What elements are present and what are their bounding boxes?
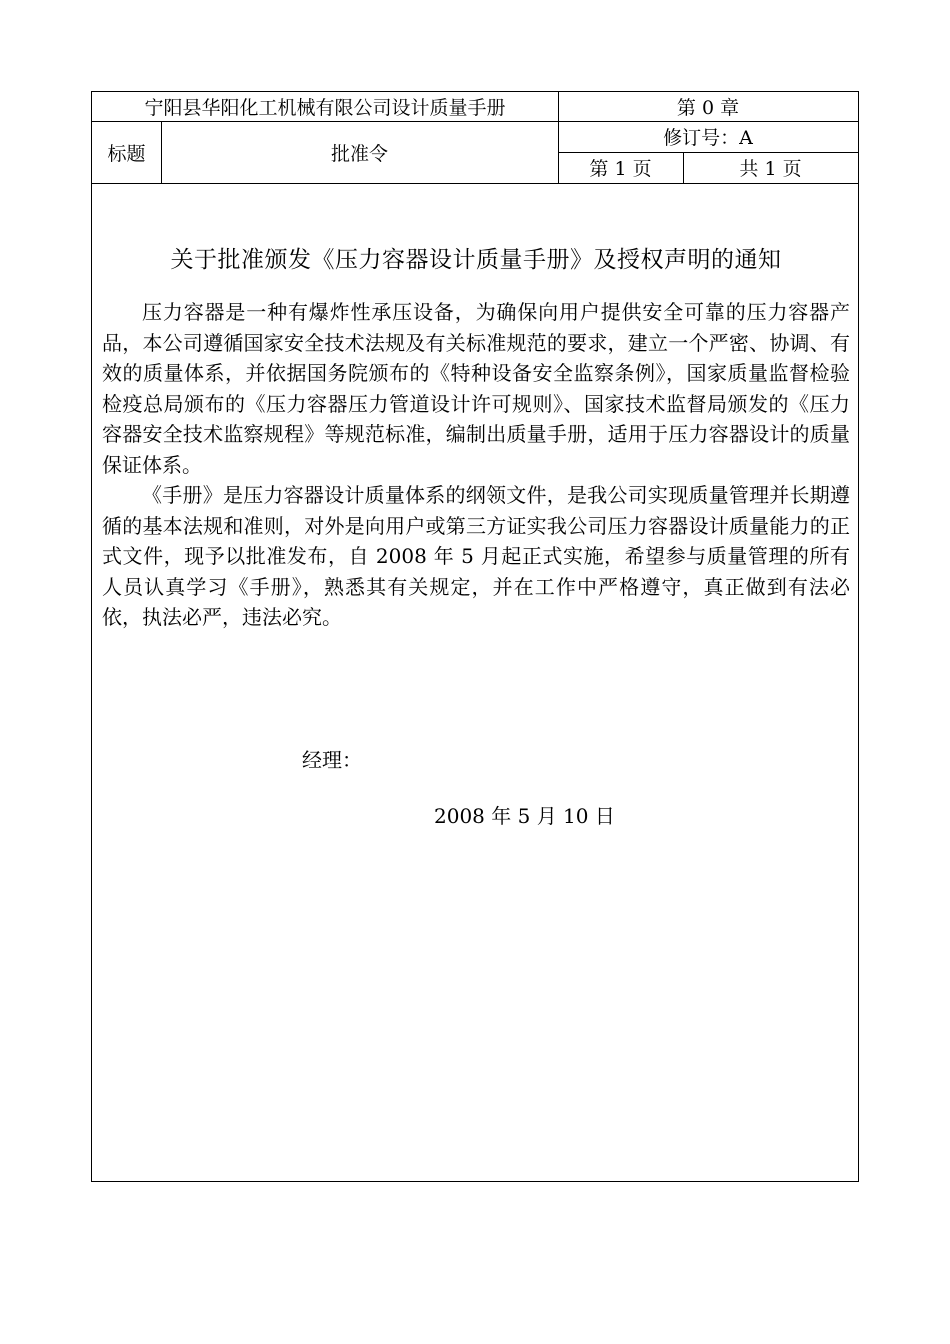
- notice-heading: 关于批准颁发《压力容器设计质量手册》及授权声明的通知: [170, 247, 782, 273]
- chapter-number: 第 0 章: [676, 97, 740, 119]
- title-label: 标题: [107, 142, 146, 165]
- notice-date: 2008 年 5 月 10 日: [434, 804, 615, 828]
- document-frame: [91, 91, 859, 1182]
- header-rule-3: [92, 183, 858, 184]
- signer-label: 经理：: [302, 748, 362, 772]
- notice-paragraph: 《手册》是压力容器设计质量体系的纲领文件，是我公司实现质量管理并长期遵循的基本法规和准则，对外是向用户或第三方证实我公司压力容器设计质量能力的正式文件，现予以批准发布，自 2008 年 5 月起正式实施，希望参与质量管理的所有人员认真学习《手册》，熟悉其有关规定，并在工作中严格遵守，真正做到有法必依，执法必严，违法必究。: [102, 483, 850, 629]
- total-pages: 共 1 页: [739, 158, 802, 180]
- title-value: 批准令: [330, 142, 388, 165]
- page-number: 第 1 页: [589, 158, 652, 180]
- company-manual-title: 宁阳县华阳化工机械有限公司设计质量手册: [144, 97, 506, 119]
- notice-body: [102, 297, 850, 633]
- revision-number: 修订号：A: [663, 127, 753, 149]
- notice-paragraph: 压力容器是一种有爆炸性承压设备，为确保向用户提供安全可靠的压力容器产品，本公司遵循国家安全技术法规及有关标准规范的要求，建立一个严密、协调、有效的质量体系，并依据国务院颁布的《特种设备安全监察条例》，国家质量监督检验检疫总局颁布的《压力容器压力管道设计许可规则》、国家技术监督局颁发的《压力容器安全技术监察规程》等规范标准，编制出质量手册，适用于压力容器设计的质量保证体系。: [102, 300, 850, 477]
